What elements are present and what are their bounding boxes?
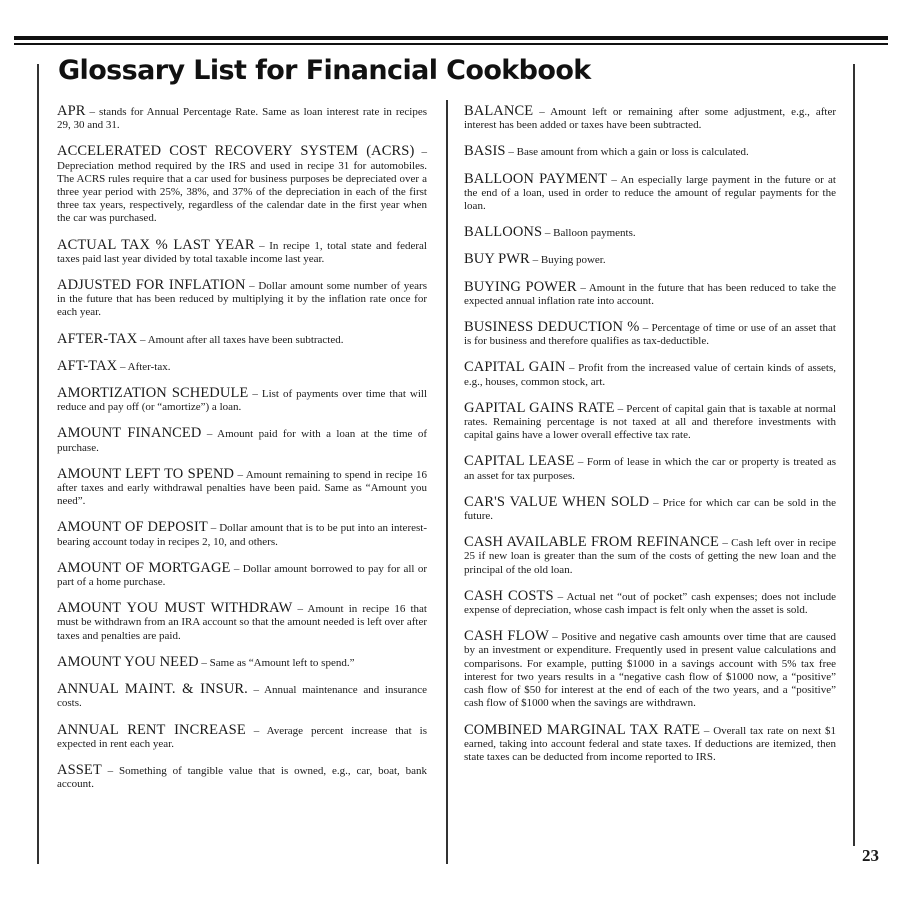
glossary-definition: Dollar amount borrowed to pay for all or part of a home purchase. (57, 562, 428, 589)
term-separator: – (245, 724, 267, 737)
glossary-entry (57, 521, 427, 548)
glossary-definition: Percentage of time or use of an asset that is for business and therefore qualifies as tax-deductible. (464, 322, 836, 348)
glossary-term: AMORTIZATION SCHEDULE (57, 385, 249, 402)
glossary-term: AMOUNT LEFT TO SPEND (57, 465, 235, 482)
term-separator: – (700, 724, 714, 737)
term-separator: – (234, 468, 246, 481)
glossary-term: BUYING POWER (464, 278, 577, 295)
glossary-term: ANNUAL RENT INCREASE (57, 721, 246, 738)
term-separator: – (248, 388, 262, 401)
term-separator: – (639, 322, 652, 335)
glossary-column-left (57, 105, 427, 804)
glossary-entry (464, 170, 836, 214)
glossary-entry (464, 630, 836, 710)
glossary-definition: stands for Annual Percentage Rate. Same as loan interest rate in recipes 29, 30 and 31. (57, 106, 428, 132)
glossary-term: ACCELERATED COST RECOVERY SYSTEM (ACRS) (57, 143, 415, 160)
glossary-definition: Amount paid for with a loan at the time of purchase. (57, 428, 427, 454)
term-separator: – (414, 146, 428, 159)
glossary-definition: Balloon payments. (553, 227, 636, 240)
glossary-entry (57, 330, 427, 347)
glossary-entry (464, 278, 836, 308)
glossary-term: ADJUSTED FOR INFLATION (57, 277, 246, 294)
top-rule-thin (14, 43, 888, 45)
glossary-term: BALLOONS (464, 224, 543, 241)
glossary-entry (57, 357, 427, 374)
glossary-term: CASH AVAILABLE FROM REFINANCE (464, 534, 720, 551)
glossary-entry (464, 536, 836, 577)
glossary-definition: Overall tax rate on next $1 earned, taking into account federal and state taxes. If deductions are itemized, then state taxes can be deducted from income reported to IRS. (464, 724, 836, 763)
term-separator: – (247, 684, 265, 697)
glossary-definition: Percent of capital gain that is taxable at normal rates. Remaining percentage is not taxed at all and therefore investments with capital gains have a lower overall effective tax rate. (464, 402, 836, 442)
glossary-entry (57, 761, 428, 791)
left-margin-rule (37, 64, 39, 864)
glossary-definition: After-tax. (127, 360, 171, 373)
glossary-term: BALLOON PAYMENT (464, 170, 608, 187)
term-separator: – (576, 281, 589, 294)
glossary-entry (57, 721, 427, 751)
glossary-term: CAPITAL GAIN (464, 359, 566, 376)
term-separator: – (137, 333, 148, 346)
glossary-term: AMOUNT FINANCED (57, 425, 202, 442)
glossary-entry (57, 145, 427, 225)
glossary-definition: Dollar amount some number of years in the future that has been reduced by multiplying it by the inflation rate once for each year. (57, 280, 427, 319)
glossary-definition: Amount after all taxes have been subtracted. (147, 333, 344, 346)
glossary-entry (464, 145, 836, 159)
term-separator: – (649, 496, 663, 509)
glossary-definition: Form of lease in which the car or property is treated as an asset for tax purposes. (464, 456, 836, 482)
term-separator: – (542, 227, 554, 240)
glossary-term: AFT-TAX (57, 357, 118, 374)
glossary-definition: Average percent increase that is expected in rent each year. (57, 724, 427, 750)
glossary-entry (57, 465, 428, 509)
term-separator: – (198, 656, 210, 669)
glossary-term: ACTUAL TAX % LAST YEAR (57, 236, 255, 253)
glossary-definition: Annual maintenance and insurance costs. (57, 684, 427, 710)
term-separator: – (719, 537, 732, 550)
glossary-entry (464, 721, 836, 765)
term-separator: – (292, 603, 308, 616)
right-margin-rule (853, 64, 855, 846)
term-separator: – (614, 402, 627, 415)
glossary-entry (464, 399, 836, 443)
term-separator: – (230, 562, 243, 575)
glossary-entry (464, 493, 836, 523)
glossary-term: AMOUNT OF DEPOSIT (57, 519, 208, 536)
glossary-definition: Amount in recipe 16 that must be withdrawn from an IRA account so that the amount needed is left over after taxes and penalties are paid. (57, 603, 427, 642)
glossary-entry (464, 253, 836, 267)
term-separator: – (101, 764, 120, 777)
glossary-entry (57, 602, 427, 643)
glossary-term: CASH COSTS (464, 587, 554, 604)
glossary-term: CAR'S VALUE WHEN SOLD (464, 493, 650, 510)
term-separator: – (607, 173, 621, 186)
glossary-definition: Positive and negative cash amounts over time that are caused by an investment or expenditure. Frequently used in present value calculations and comparisons. For example, putting $1000 in a savings account with 5% tax free interest for two years results in a “negative cash flow of $1000 now, a “positive” cash flow of $50 for interest at the end of each of the two years, and a “positive” cash flow of $1000 when the savings are withdrawn. (464, 631, 836, 710)
glossary-definition: Amount in the future that has been reduced to take the expected annual inflation rate into account. (464, 281, 836, 307)
glossary-term: ASSET (57, 761, 102, 778)
glossary-definition: Profit from the increased value of certain kinds of assets, e.g., houses, common stock, art. (464, 362, 836, 388)
term-separator: – (254, 239, 270, 252)
glossary-column-right (464, 105, 836, 777)
glossary-entry (464, 105, 836, 132)
term-separator: – (85, 106, 99, 118)
glossary-term: CAPITAL LEASE (464, 453, 575, 470)
glossary-term: BUY PWR (464, 251, 530, 268)
glossary-entry (57, 683, 427, 710)
term-separator: – (548, 631, 562, 644)
term-separator: – (505, 146, 517, 159)
term-separator: – (533, 106, 551, 118)
glossary-entry (57, 105, 427, 132)
term-separator: – (529, 254, 541, 267)
glossary-definition: Price for which car can be sold in the future. (464, 496, 836, 523)
top-rule-thick (14, 36, 888, 40)
term-separator: – (574, 456, 587, 469)
glossary-definition: List of payments over time that will reduce and pay off (or “amortize”) a loan. (57, 388, 428, 414)
glossary-definition: Depreciation method required by the IRS and used in recipe 31 for automobiles. The ACRS rules require that a car used for business purposes be depreciated over a three year period with 25%, 38%, and 37% of the depreciation in each of the first three tax years, respectively, regardless of the calendar date in the first year when the car was purchased. (57, 159, 427, 225)
glossary-term: GAPITAL GAINS RATE (464, 399, 615, 416)
glossary-term: BASIS (464, 143, 506, 160)
glossary-definition: Dollar amount that is to be put into an interest-bearing account today in recipes 2, 10, and others. (57, 522, 427, 548)
glossary-entry (57, 279, 427, 320)
glossary-entry (464, 321, 836, 348)
glossary-definition: Something of tangible value that is owned, e.g., car, boat, bank account. (57, 764, 428, 791)
glossary-term: APR (57, 103, 86, 119)
page-number: 23 (862, 846, 879, 865)
glossary-term: ANNUAL MAINT. & INSUR. (57, 681, 248, 698)
glossary-term: BUSINESS DEDUCTION % (464, 319, 640, 336)
glossary-definition: An especially large payment in the future or at the end of a loan, used in order to reduce the amount of regular payments for the loan. (464, 173, 836, 213)
glossary-entry (464, 361, 836, 388)
glossary-definition: Amount left or remaining after some adjustment, e.g., after interest has been added or taxes have been subtracted. (464, 106, 836, 132)
term-separator: – (201, 428, 218, 441)
glossary-entry (57, 653, 427, 670)
column-divider (446, 100, 448, 864)
page-title: Glossary List for Financial Cookbook (58, 55, 591, 86)
glossary-definition: Same as “Amount left to spend.” (209, 656, 355, 669)
term-separator: – (553, 590, 567, 603)
glossary-entry (57, 427, 427, 454)
glossary-entry (57, 559, 428, 589)
glossary-term: CASH FLOW (464, 628, 549, 645)
glossary-term: AFTER-TAX (57, 330, 138, 347)
term-separator: – (245, 280, 259, 293)
glossary-term: COMBINED MARGINAL TAX RATE (464, 721, 701, 738)
glossary-entry (57, 387, 427, 414)
glossary-definition: Cash left over in recipe 25 if new loan is greater than the sum of the costs of getting the new loan and the principal of the old loan. (464, 537, 836, 576)
glossary-term: BALANCE (464, 103, 534, 119)
glossary-entry (464, 587, 836, 617)
glossary-entry (57, 236, 427, 266)
term-separator: – (565, 362, 579, 375)
glossary-definition: Amount remaining to spend in recipe 16 after taxes and early withdrawal penalties have been paid. Same as “Amount you need”. (57, 468, 428, 508)
term-separator: – (117, 360, 128, 373)
glossary-term: AMOUNT YOU NEED (57, 653, 199, 670)
glossary-definition: Base amount from which a gain or loss is calculated. (516, 146, 749, 159)
glossary-entry (464, 455, 836, 482)
glossary-entry (464, 226, 836, 240)
glossary-definition: Actual net “out of pocket” cash expenses; does not include expense of depreciation, whose cash impact is felt only when the asset is sold. (464, 590, 836, 617)
glossary-definition: Buying power. (540, 254, 606, 267)
term-separator: – (207, 522, 220, 535)
glossary-term: AMOUNT YOU MUST WITHDRAW (57, 600, 293, 617)
glossary-definition: In recipe 1, total state and federal taxes paid last year divided by total taxable income last year. (57, 239, 427, 265)
glossary-term: AMOUNT OF MORTGAGE (57, 559, 231, 576)
